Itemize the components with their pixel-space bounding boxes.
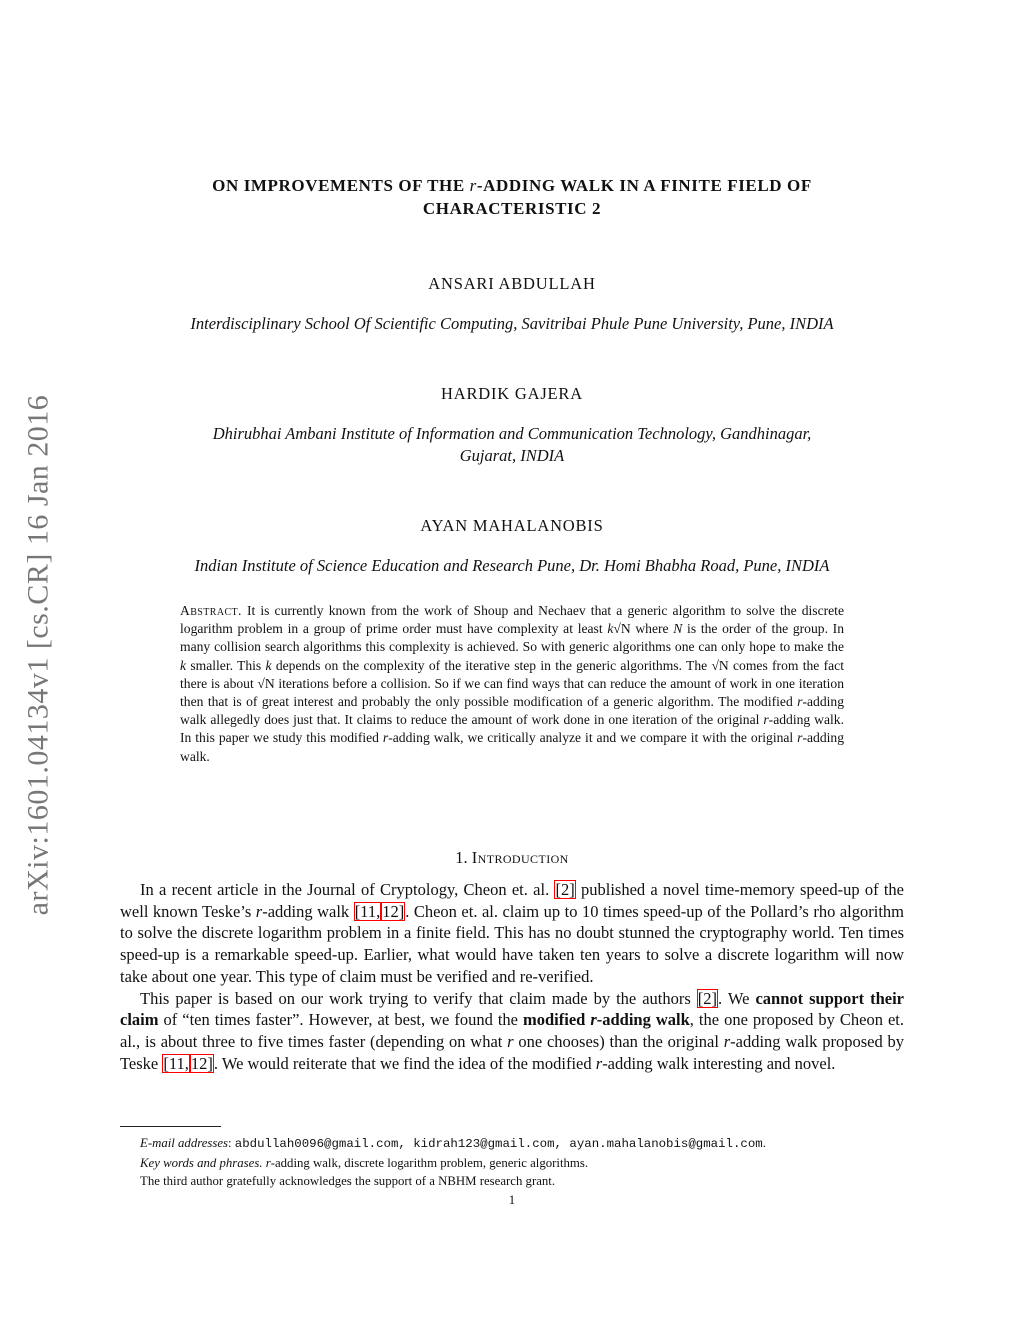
footnotes xyxy=(120,1134,904,1191)
author-affiliation: Indian Institute of Science Education and Research Pune, Dr. Homi Bhabha Road, Pune, INDIA xyxy=(194,556,830,575)
paragraph: In a recent article in the Journal of Cryptology, Cheon et. al. [2] published a novel time-memory speed-up of the well known Teske’s r-adding walk [11, 12]. Cheon et. al. claim up to 10 times speed-up of the Pollard’s rho algorithm to solve the discrete logarithm problem in a finite field. This has no doubt stunned the cryptography world. Ten times speed-up is a remarkable speed-up. Earlier, what would have taken ten years to solve a discrete logarithm will now take about one year. This type of claim must be verified and re-verified. xyxy=(120,880,905,986)
intro-text xyxy=(120,879,904,1074)
author-affiliation: Interdisciplinary School Of Scientific Computing, Savitribai Phule Pune University, Pune, INDIA xyxy=(190,314,834,333)
author-name: ANSARI ABDULLAH xyxy=(428,274,596,293)
author-affiliation: Dhirubhai Ambani Institute of Information and Communication Technology, Gandhinagar, Gujarat, INDIA xyxy=(212,424,812,465)
paper-title: ON IMPROVEMENTS OF THE r-ADDING WALK IN A FINITE FIELD OF CHARACTERISTIC 2 xyxy=(212,176,812,218)
grant-footnote: The third author gratefully acknowledges the support of a NBHM research grant. xyxy=(140,1174,556,1188)
author-name: AYAN MAHALANOBIS xyxy=(420,516,604,535)
email-addresses[interactable]: abdullah0096@gmail.com, kidrah123@gmail.com, ayan.mahalanobis@gmail.com xyxy=(234,1137,763,1151)
section-heading: 1. Introduction xyxy=(455,848,569,867)
email-footnote: E-mail addresses: abdullah0096@gmail.com, kidrah123@gmail.com, ayan.mahalanobis@gmail.com. xyxy=(140,1136,766,1151)
citation-link[interactable]: 12] xyxy=(382,901,405,921)
paragraph: This paper is based on our work trying to verify that claim made by the authors [2]. We cannot support their claim of “ten times faster”. However, at best, we found the modified r-adding walk, the one proposed by Cheon et. al., is about three to five times faster (depending on what r one chooses) than the original r-adding walk proposed by Teske [11, 12]. We would reiterate that we find the idea of the modified r-adding walk interesting and novel. xyxy=(120,988,905,1073)
author-name: HARDIK GAJERA xyxy=(441,384,583,403)
footnote-rule xyxy=(120,1126,221,1127)
citation-link[interactable]: 12] xyxy=(190,1053,213,1073)
abstract: Abstract. It is currently known from the work of Shoup and Nechaev that a generic algorithm to solve the discrete logarithm problem in a group of prime order must have complexity at least k√N where N is the order of the group. In many collision search algorithms this complexity is achieved. So with generic algorithms one can only hope to make the k smaller. This k depends on the complexity of the iterative step in the generic algorithms. The √N comes from the fact there is about √N iterations before a collision. So if we can find ways that can reduce the amount of work in one iteration then that is of great interest and probably the only possible modification of a generic algorithm. The modified r-adding walk allegedly does just that. It claims to reduce the amount of work done in one iteration of the original r-adding walk. In this paper we study this modified r-adding walk, we critically analyze it and we compare it with the original r-adding walk. xyxy=(180,603,844,764)
citation-link[interactable]: [2] xyxy=(555,880,575,899)
citation-link[interactable]: [11, xyxy=(354,901,381,921)
arxiv-stamp xyxy=(14,360,62,950)
abstract-label: Abstract. xyxy=(180,603,242,618)
arxiv-identifier: arXiv:1601.04134v1 [cs.CR] 16 Jan 2016 xyxy=(21,394,54,916)
citation-link[interactable]: [2] xyxy=(697,988,718,1008)
keywords-footnote: Key words and phrases. r-adding walk, discrete logarithm problem, generic algorithms. xyxy=(140,1155,589,1170)
citation-link[interactable]: [11, xyxy=(163,1053,189,1073)
page-number: 1 xyxy=(508,1193,516,1207)
